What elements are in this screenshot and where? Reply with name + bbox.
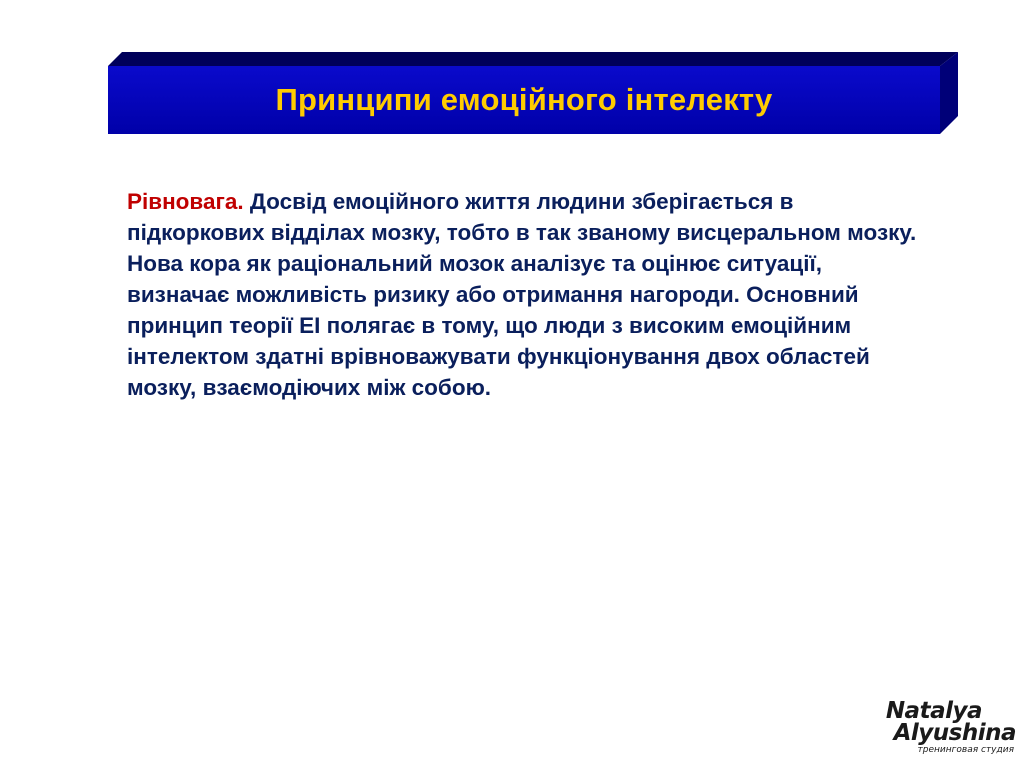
logo-line-2: Alyushina (893, 720, 1016, 746)
studio-logo (881, 700, 1016, 762)
title-banner (108, 52, 958, 134)
paragraph-text: Досвід емоційного життя людини зберігається в підкоркових відділах мозку, тобто в так званому висцеральном мозку. Нова кора як раціональний мозок аналізує та оцінює ситуації, визначає можливість ризику або отримання нагороди. Основний принцип теорії ЕІ полягає в тому, що люди з високим емоційним інтелектом здатні врівноважувати функціонування двох областей мозку, взаємодіючих між собою. (127, 189, 917, 400)
paragraph-lead: Рівновага. (127, 189, 244, 214)
body-paragraph (127, 186, 927, 403)
page-title: Принципи емоційного інтелекту (275, 82, 773, 117)
logo-tagline: тренинговая студия (917, 745, 1014, 755)
logo-line-1: Natalya (885, 698, 982, 724)
